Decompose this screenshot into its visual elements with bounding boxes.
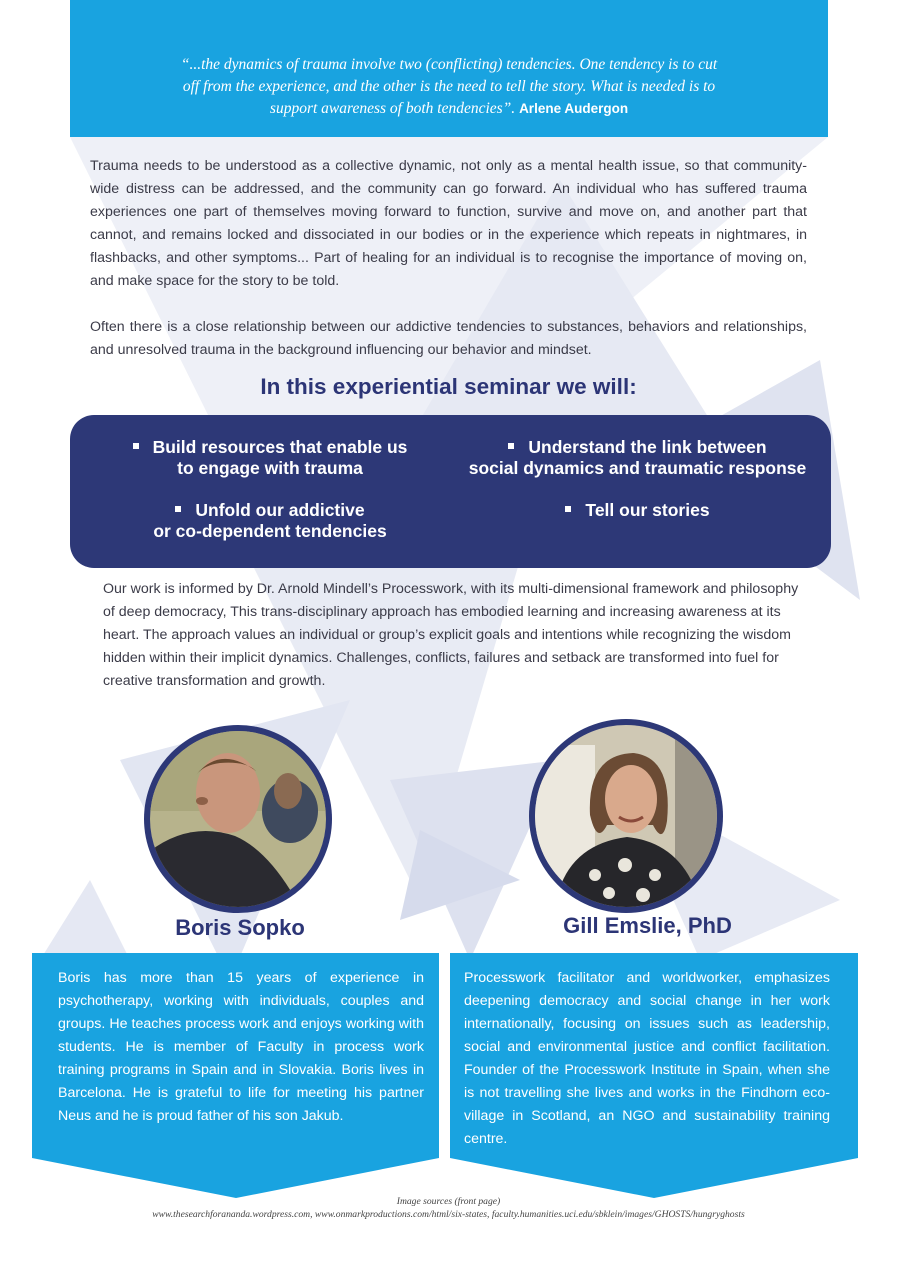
footer-sources: www.thesearchforananda.wordpress.com, www.onmarkproductions.com/html/six-states, faculty.humanities.uci.edu/sbklein/images/GHOSTS/hungryghosts bbox=[152, 1209, 745, 1220]
bio-text-gill: Processwork facilitator and worldworker, emphasizes deepening democracy and social change in her work internationally, focusing on issues such as leadership, social and environmental justice and conflict facilitation. Founder of the Processwork Institute in Spain, when she is not travelling she lives and works in the Findhorn eco-village in Scotland, an NGO and sustainability training centre. bbox=[464, 970, 830, 1147]
goal-line: Understand the link between bbox=[528, 437, 767, 457]
quote bbox=[180, 54, 718, 120]
intro-paragraph-addiction: Often there is a close relationship between our addictive tendencies to substances, behaviors and relationships, and unresolved trauma in the background influencing our behavior and mindset. bbox=[90, 319, 807, 358]
goal-line: or co-dependent tendencies bbox=[153, 521, 387, 541]
bullet-icon bbox=[508, 443, 514, 449]
bio-text-boris: Boris has more than 15 years of experience in psychotherapy, working with individuals, couples and groups. He teaches process work and enjoys working with students. He is member of Faculty in process work training programs in Spain and in Slovakia. Boris lives in Barcelona. He is grateful to life for meeting his partner Neus and he is proud father of his son Jakub. bbox=[58, 970, 424, 1124]
photo bbox=[535, 725, 717, 907]
portrait-gill-emslie bbox=[529, 719, 723, 913]
portrait-photo-icon bbox=[150, 731, 326, 907]
seminar-goals-box bbox=[70, 415, 831, 568]
bio-panel-gill bbox=[450, 953, 858, 1198]
approach-text-end: creative transformation and growth. bbox=[103, 673, 326, 689]
seminar-goal bbox=[100, 437, 440, 479]
quote-banner bbox=[70, 0, 828, 137]
portrait-photo-icon bbox=[535, 725, 717, 907]
goal-line: Tell our stories bbox=[585, 500, 710, 520]
goal-line: to engage with trauma bbox=[177, 458, 363, 478]
photo bbox=[150, 731, 326, 907]
goal-line: social dynamics and traumatic response bbox=[468, 458, 807, 478]
intro-paragraph-trauma: Trauma needs to be understood as a collective dynamic, not only as a mental health issue, so that community-wide distress can be addressed, and the community can go forward. An individual who has suffered trauma experiences one part of themselves moving forward to function, survive and move on, and another part that cannot, and remains locked and dissociated in our bodies or in the experience which repeats in nightmares, in flashbacks, and other symptoms... Part of healing for an individual is to recognise the importance of moving on, and make space for the story to be told. bbox=[90, 158, 807, 289]
approach-paragraph bbox=[103, 578, 807, 693]
image-sources-footer bbox=[0, 1195, 897, 1221]
bullet-icon bbox=[133, 443, 139, 449]
quote-author: Arlene Audergon bbox=[519, 101, 629, 116]
goal-line: Unfold our addictive bbox=[195, 500, 365, 520]
bio-panel-boris bbox=[32, 953, 439, 1198]
facilitator-name-boris: Boris Sopko bbox=[175, 915, 305, 940]
seminar-goal bbox=[100, 500, 440, 542]
footer-label: Image sources (front page) bbox=[396, 1196, 501, 1207]
bullet-icon bbox=[175, 506, 181, 512]
goal-line: Build resources that enable us bbox=[152, 437, 408, 457]
quote-text: “...the dynamics of trauma involve two (conflicting) tendencies. One tendency is to cut off from the experience, and the other is the need to tell the story. What is needed is to support awareness of both tendencies”. bbox=[180, 56, 718, 117]
seminar-goal bbox=[450, 437, 825, 479]
approach-text: Our work is informed by Dr. Arnold Mindell’s Processwork, with its multi-dimensional framework and philosophy of deep democracy, This trans-disciplinary approach has embodied learning and increasing awareness at its heart. The approach values an individual or group’s explicit goals and intentions while recognizing the wisdom hidden within their implicit dynamics. Challenges, conflicts, failures and setback are transformed into fuel for bbox=[103, 581, 799, 666]
facilitator-name-gill: Gill Emslie, PhD bbox=[563, 913, 732, 938]
portrait-boris-sopko bbox=[144, 725, 332, 913]
bullet-icon bbox=[565, 506, 571, 512]
seminar-goal bbox=[450, 500, 825, 521]
seminar-heading: In this experiential seminar we will: bbox=[260, 374, 637, 399]
